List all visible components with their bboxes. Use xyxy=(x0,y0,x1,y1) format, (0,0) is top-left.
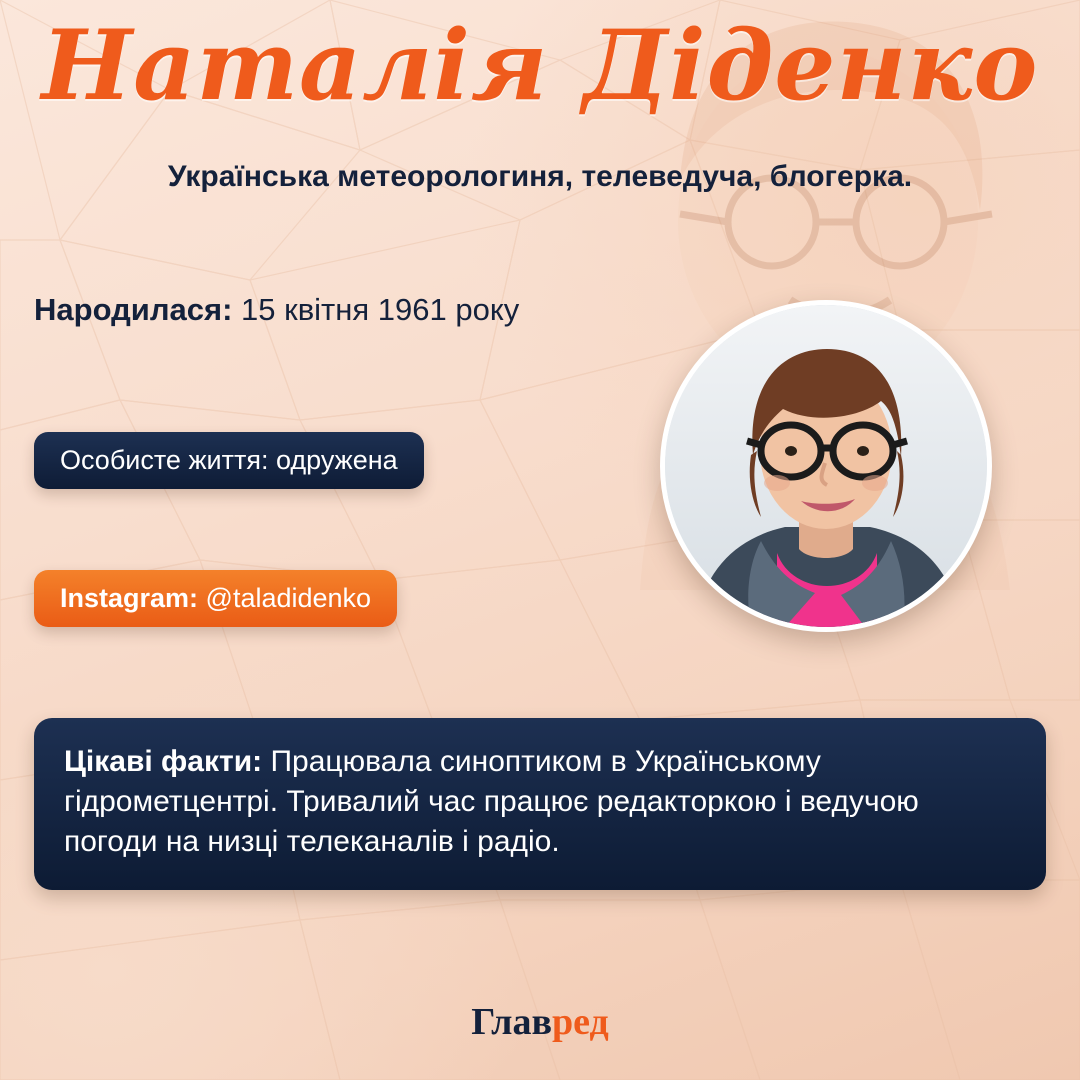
logo-part-1: Глав xyxy=(471,1001,552,1043)
instagram-badge[interactable] xyxy=(34,570,397,627)
personal-life-badge xyxy=(34,432,424,489)
instagram-label: Instagram: xyxy=(60,583,199,613)
birth-value: 15 квітня 1961 року xyxy=(232,292,520,327)
birth-info xyxy=(34,292,519,328)
logo-part-2: ред xyxy=(552,1001,609,1043)
portrait-illustration xyxy=(665,305,987,627)
personal-life-text: Особисте життя: одружена xyxy=(60,445,398,475)
avatar xyxy=(660,300,992,632)
subtitle: Українська метеорологиня, телеведуча, блогерка. xyxy=(167,160,913,193)
interesting-facts-panel xyxy=(34,718,1046,890)
facts-label: Цікаві факти: xyxy=(64,745,263,778)
brand-logo xyxy=(0,1000,1080,1044)
birth-label: Народилася: xyxy=(34,292,233,327)
facts-text: Працювала синоптиком в Українському гідрометцентрі. Тривалий час працює редакторкою і ведучою погоди на низці телеканалів і радіо. xyxy=(64,745,919,858)
page-title: Наталія Діденко xyxy=(41,9,1039,122)
instagram-handle: @taladidenko xyxy=(198,583,372,613)
